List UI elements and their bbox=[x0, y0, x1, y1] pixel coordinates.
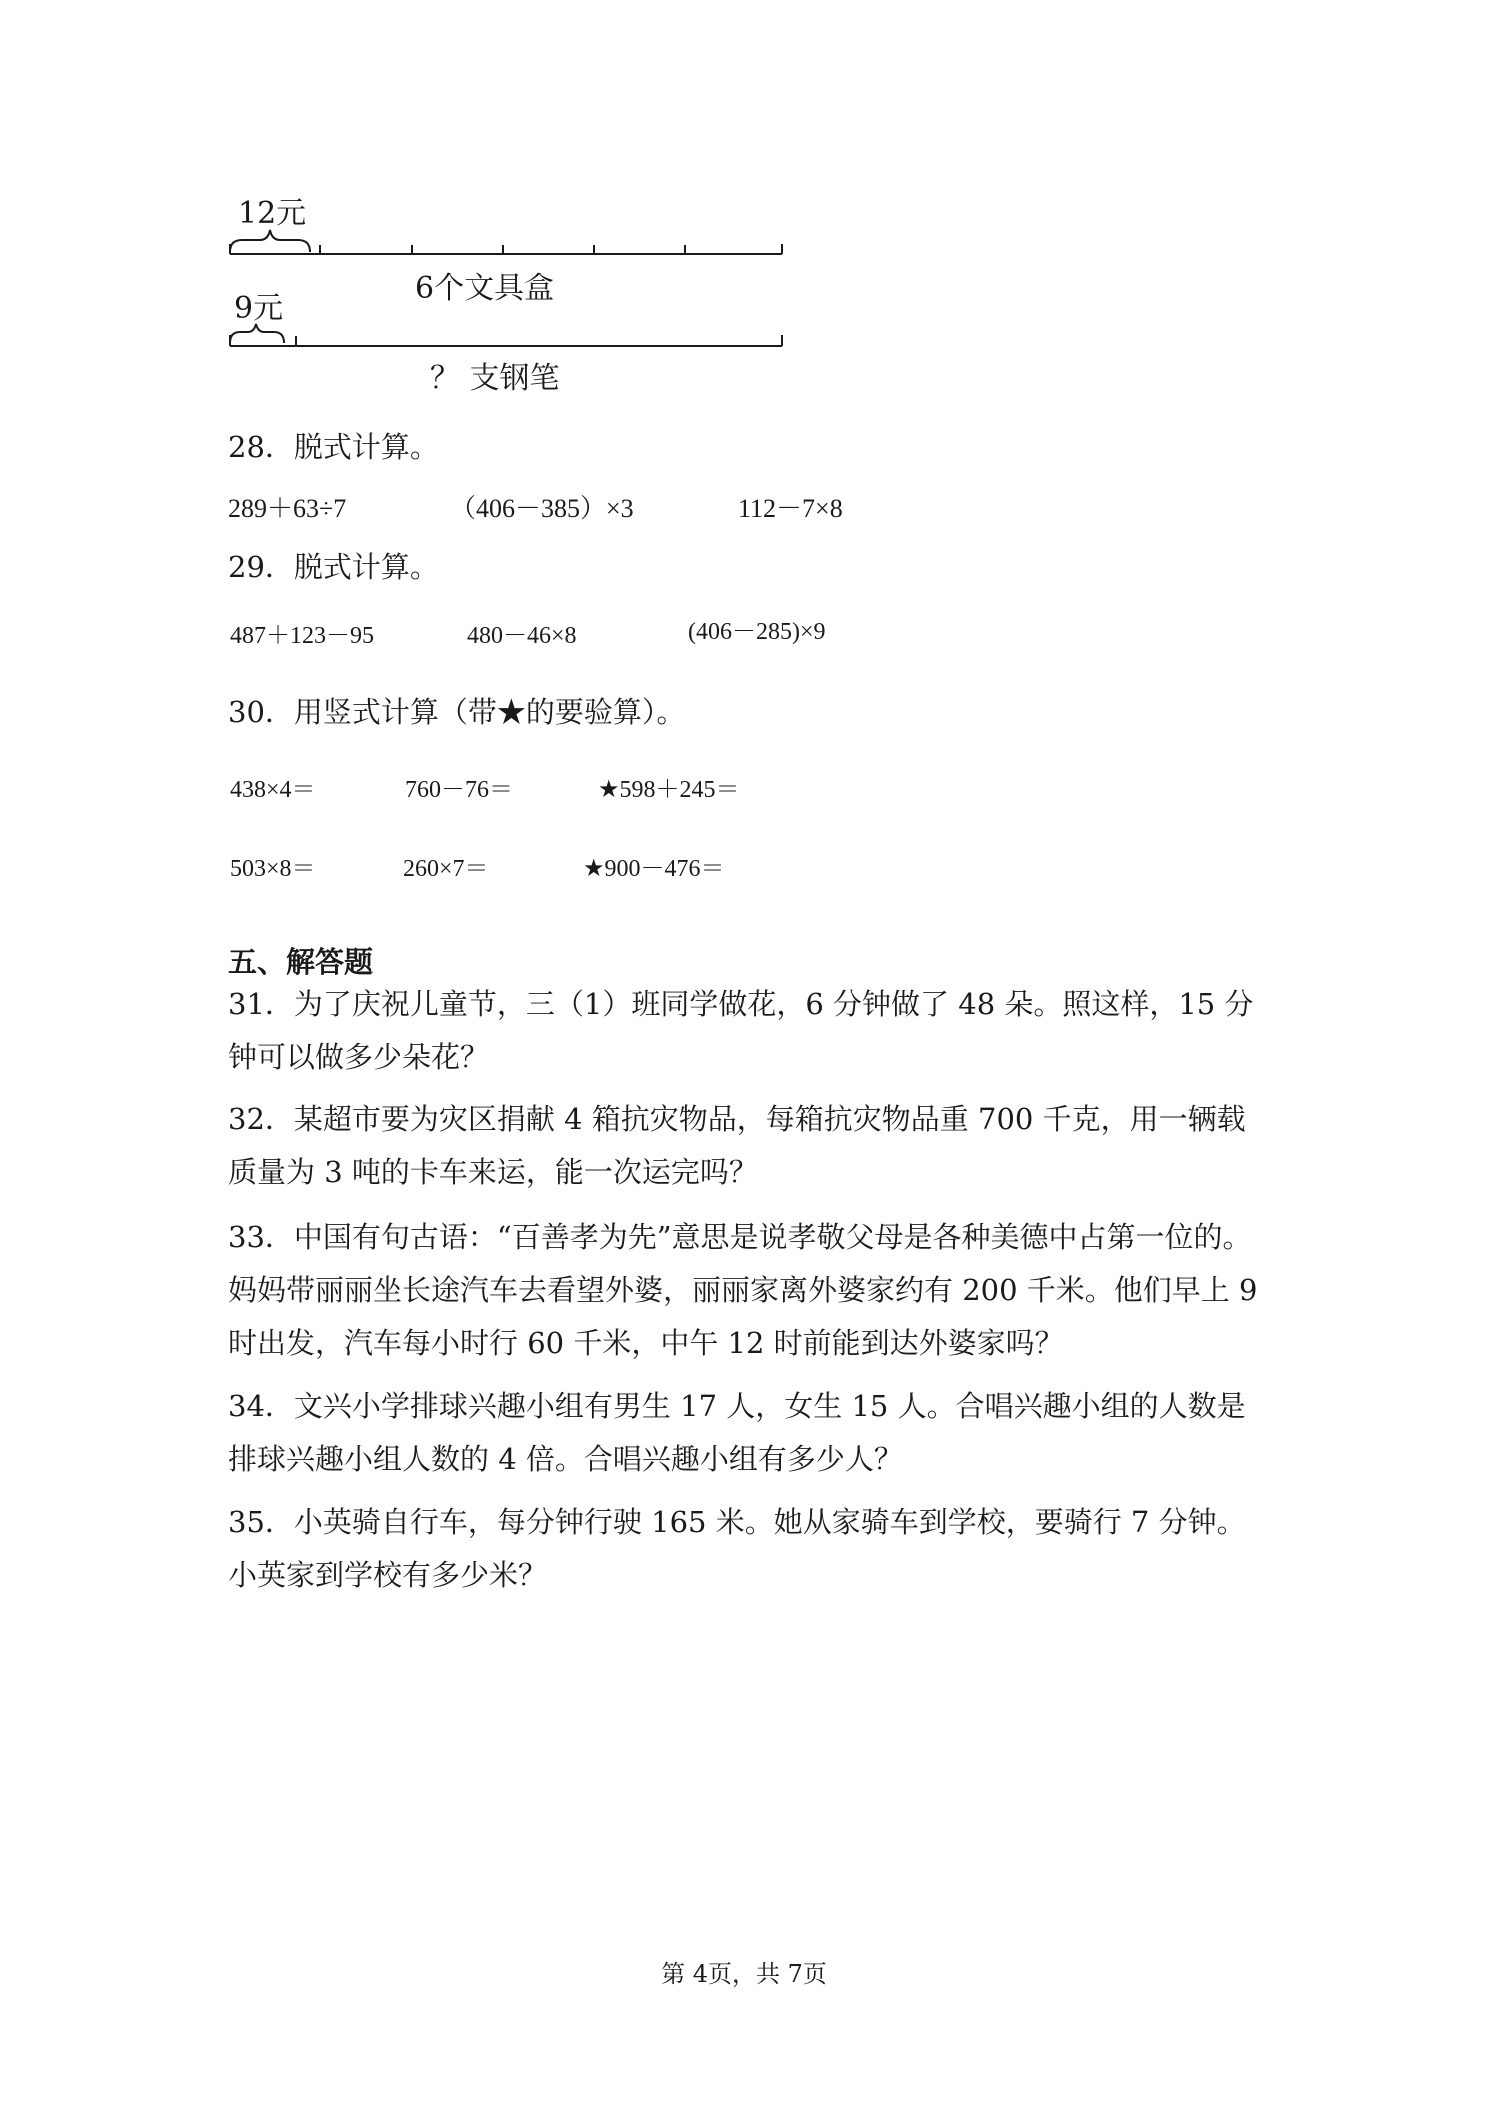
q29-expr-1: 487＋123－95 bbox=[230, 623, 374, 649]
line-segment-diagram bbox=[220, 190, 800, 410]
bottom-brace bbox=[230, 324, 284, 343]
q30-row2-expr-3: ★900－476＝ bbox=[583, 856, 725, 882]
q28-expr-2: （406－385）×3 bbox=[450, 494, 634, 523]
q30-row1-expr-3: ★598＋245＝ bbox=[598, 777, 740, 803]
section-heading: 五、解答题 bbox=[228, 945, 374, 979]
q30-row2-expr-1: 503×8＝ bbox=[230, 856, 316, 882]
bottom-segment-label: ？ 支钢笔 bbox=[430, 361, 560, 396]
question-35: 35．小英骑自行车，每分钟行驶 165 米。她从家骑车到学校，要骑行 7 分钟。小英家到学校有多少米？ bbox=[228, 1505, 1246, 1592]
q28-expr-1: 289＋63÷7 bbox=[228, 494, 347, 523]
q30-row1-expr-1: 438×4＝ bbox=[230, 777, 316, 803]
top-brace bbox=[230, 230, 310, 252]
q30-row2-expr-2: 260×7＝ bbox=[403, 856, 489, 882]
q28-expr-3: 112－7×8 bbox=[738, 494, 843, 523]
q30-title: 30．用竖式计算（带★的要验算）。 bbox=[228, 695, 686, 729]
q30-row1-expr-2: 760－76＝ bbox=[405, 777, 513, 803]
question-32: 32．某超市要为灾区捐献 4 箱抗灾物品，每箱抗灾物品重 700 千克，用一辆载质量为 3 吨的卡车来运，能一次运完吗？ bbox=[228, 1102, 1246, 1189]
top-price-label: 12元 bbox=[238, 196, 307, 231]
q28-title: 28．脱式计算。 bbox=[228, 430, 439, 464]
top-segment-label: 6个文具盒 bbox=[415, 271, 555, 306]
question-31: 31．为了庆祝儿童节，三（1）班同学做花，6 分钟做了 48 朵。照这样，15 分钟可以做多少朵花？ bbox=[228, 987, 1254, 1074]
page-number: 第 4页，共 7页 bbox=[661, 1960, 827, 1988]
q29-expr-3: (406－285)×9 bbox=[688, 619, 826, 645]
q29-title: 29．脱式计算。 bbox=[228, 550, 439, 584]
question-34: 34．文兴小学排球兴趣小组有男生 17 人，女生 15 人。合唱兴趣小组的人数是排球兴趣小组人数的 4 倍。合唱兴趣小组有多少人？ bbox=[228, 1389, 1246, 1476]
bottom-price-label: 9元 bbox=[234, 291, 284, 326]
q29-expr-2: 480－46×8 bbox=[467, 623, 577, 649]
question-33: 33．中国有句古语：“百善孝为先”意思是说孝敬父母是各种美德中占第一位的。妈妈带丽丽坐长途汽车去看望外婆，丽丽家离外婆家约有 200 千米。他们早上 9 时出发，汽车每小时行 60 千米，中午 12 时前能到达外婆家吗？ bbox=[228, 1220, 1258, 1360]
